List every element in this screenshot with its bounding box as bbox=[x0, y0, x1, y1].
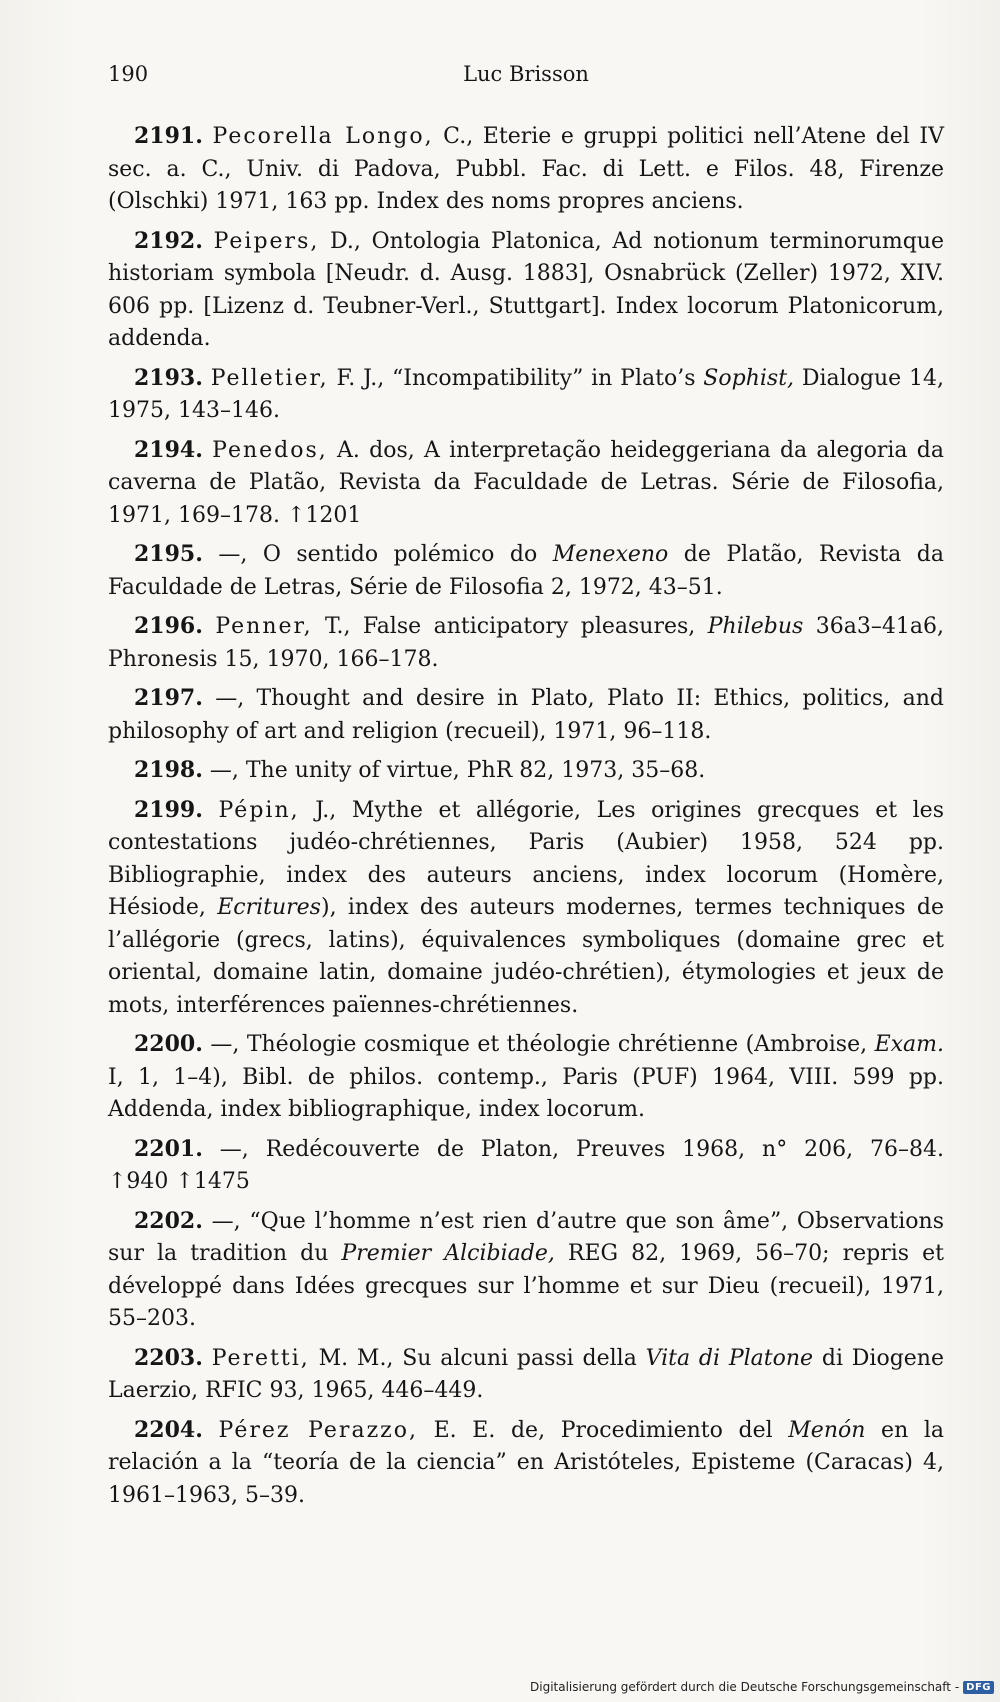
entry-number: 2200. bbox=[134, 1031, 203, 1057]
entry-number: 2193. bbox=[134, 364, 203, 391]
credit-text: Digitalisierung gefördert durch die Deutsche Forschungsgemeinschaft - bbox=[530, 1680, 960, 1694]
bibliography-entry bbox=[108, 1028, 944, 1127]
entry-text: Dialogue 14, 1975, 143–146. bbox=[108, 365, 944, 423]
bibliography-entry bbox=[108, 794, 944, 1023]
bibliography-entry bbox=[108, 120, 944, 219]
entry-number: 2204. bbox=[134, 1416, 203, 1443]
bibliography-entries bbox=[108, 120, 944, 1518]
bibliography-entry bbox=[108, 362, 944, 428]
entry-text: E. E. de, Procedimiento del bbox=[418, 1417, 789, 1443]
entry-text: —, Théologie cosmique et théologie chrétienne (Ambroise, bbox=[202, 1032, 875, 1057]
digitization-credit bbox=[530, 1680, 994, 1694]
entry-title-italic: Vita di Platone bbox=[645, 1345, 814, 1371]
entry-title-italic: Premier Alcibiade, bbox=[341, 1241, 555, 1266]
entry-title-italic: Philebus bbox=[707, 614, 804, 639]
bibliography-entry bbox=[108, 538, 944, 604]
entry-number: 2196. bbox=[134, 613, 203, 639]
page-number: 190 bbox=[108, 62, 149, 86]
entry-text: M. M., Su alcuni passi della bbox=[309, 1345, 646, 1371]
entry-title-italic: Ecritures bbox=[217, 895, 321, 920]
entry-author: Pépin, bbox=[218, 797, 300, 823]
entry-text: D., Ontologia Platonica, Ad notionum terminorumque historiam symbola [Neudr. d. Ausg. 1883], Osnabrück (Zeller) 1972, XIV. 606 pp. [Lizenz d. Teubner-Verl., Stuttgart]. Index locorum Platonicorum, addenda. bbox=[108, 228, 944, 351]
bibliography-entry bbox=[108, 1133, 944, 1199]
entry-text: en la relación a la “teoría de la ciencia” en Aristóteles, Episteme (Caracas) 4, 1961–1963, 5–39. bbox=[108, 1417, 945, 1508]
entry-text: de Platão, Revista da Faculdade de Letras, Série de Filosofia 2, 1972, 43–51. bbox=[108, 542, 944, 600]
bibliography-entry bbox=[108, 225, 944, 356]
page-header bbox=[108, 62, 944, 92]
entry-title-italic: Exam. bbox=[874, 1032, 944, 1057]
entry-text: 36a3–41a6, Phronesis 15, 1970, 166–178. bbox=[108, 614, 944, 672]
entry-text: C., Eterie e gruppi politici nell’Atene del IV sec. a. C., Univ. di Padova, Pubbl. Fac. di Lett. e Filos. 48, Firenze (Olschki) 1971, 163 pp. Index des noms propres anciens. bbox=[108, 124, 945, 214]
entry-text: ), index des auteurs modernes, termes techniques de l’allégorie (grecs, latins), équivalences symboliques (domaine grec et oriental, domaine latin, domaine judéo-chrétien), étymologies et jeux de mots, interférences païennes-chrétiennes. bbox=[108, 895, 944, 1018]
entry-number: 2194. bbox=[134, 436, 203, 463]
entry-number: 2195. bbox=[134, 541, 203, 567]
entry-author: Peipers, bbox=[213, 228, 320, 254]
bibliography-entry bbox=[108, 1414, 944, 1513]
entry-number: 2197. bbox=[134, 685, 203, 711]
entry-text: —, “Que l’homme n’est rien d’autre que son âme”, Observations sur la tradition du bbox=[108, 1208, 944, 1266]
dfg-logo-icon: DFG bbox=[963, 1681, 994, 1694]
entry-text: —, Thought and desire in Plato, Plato II: Ethics, politics, and philosophy of art and religion (recueil), 1971, 96–118. bbox=[108, 686, 944, 744]
entry-author: Penedos, bbox=[212, 437, 328, 463]
entry-title-italic: Sophist, bbox=[703, 365, 795, 391]
entry-text: —, O sentido polémico do bbox=[202, 542, 553, 567]
bibliography-entry bbox=[108, 610, 944, 676]
entry-number: 2201. bbox=[134, 1135, 203, 1162]
entry-author: Pecorella Longo, bbox=[212, 124, 434, 149]
entry-number: 2192. bbox=[134, 227, 203, 254]
entry-title-italic: Menón bbox=[788, 1417, 866, 1443]
entry-text: —, Redécouverte de Platon, Preuves 1968, n° 206, 76–84. bbox=[202, 1136, 944, 1162]
entry-text: REG 82, 1969, 56–70; repris et développé dans Idées grecques sur l’homme et sur Dieu (recueil), 1971, 55–203. bbox=[108, 1241, 944, 1331]
bibliography-entry bbox=[108, 754, 944, 788]
entry-text: F. J., “Incompatibility” in Plato’s bbox=[328, 365, 704, 391]
entry-text: di Diogene Laerzio, RFIC 93, 1965, 446–449. bbox=[108, 1345, 944, 1403]
entry-number: 2191. bbox=[134, 123, 203, 149]
entry-number: 2203. bbox=[134, 1344, 203, 1371]
running-head: Luc Brisson bbox=[463, 62, 589, 86]
entry-number: 2202. bbox=[134, 1207, 203, 1234]
entry-text: A. dos, A interpretação heideggeriana da alegoria da caverna de Platão, Revista da Faculdade de Letras. Série de Filosofia, 1971, 169–178. bbox=[108, 437, 944, 528]
cross-reference: ↑940 ↑1475 bbox=[108, 1169, 250, 1194]
bibliography-entry bbox=[108, 682, 944, 748]
entry-number: 2198. bbox=[134, 757, 203, 783]
entry-text: T., False anticipatory pleasures, bbox=[312, 614, 708, 639]
entry-text: I, 1, 1–4), Bibl. de philos. contemp., Paris (PUF) 1964, VIII. 599 pp. Addenda, index bibliographique, index locorum. bbox=[108, 1064, 944, 1122]
bibliography-entry bbox=[108, 1342, 944, 1408]
entry-author: Pelletier, bbox=[210, 365, 329, 391]
cross-reference: ↑1201 bbox=[286, 502, 362, 528]
entry-number: 2199. bbox=[134, 796, 203, 823]
entry-text: —, The unity of virtue, PhR 82, 1973, 35–68. bbox=[202, 758, 706, 783]
bibliography-entry bbox=[108, 1205, 944, 1336]
entry-author: Penner, bbox=[215, 614, 313, 639]
entry-author: Pérez Perazzo, bbox=[218, 1417, 418, 1443]
bibliography-entry bbox=[108, 434, 944, 533]
entry-author: Peretti, bbox=[211, 1345, 310, 1371]
entry-title-italic: Menexeno bbox=[552, 542, 669, 567]
entry-text: J., Mythe et allégorie, Les origines grecques et les contestations judéo-chrétiennes, Paris (Aubier) 1958, 524 pp. Bibliographie, index des auteurs anciens, index locorum (Homère, Hésiode, bbox=[108, 797, 944, 920]
